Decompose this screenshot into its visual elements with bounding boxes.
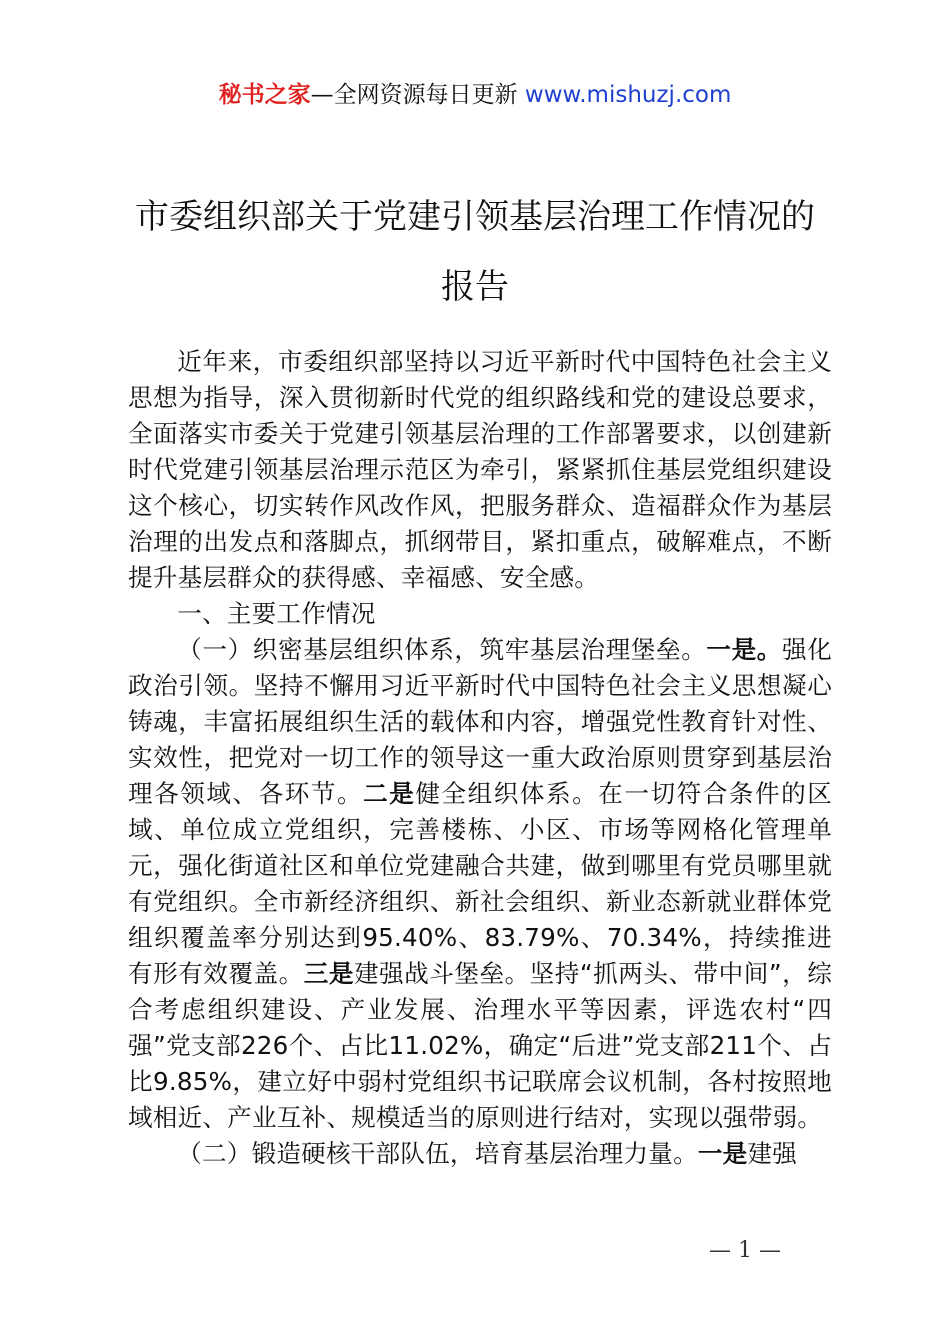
intro-paragraph: 近年来，市委组织部坚持以习近平新时代中国特色社会主义思想为指导，深入贯彻新时代党的组织路线和党的建设总要求，全面落实市委关于党建引领基层治理的工作部署要求，以创建新时代党建引领基层治理示范区为牵引，紧紧抓住基层党组织建设这个核心，切实转作风改作风，把服务群众、造福群众作为基层治理的出发点和落脚点，抓纲带目，紧扣重点，破解难点，不断提升基层群众的获得感、幸福感、安全感。 (128, 347, 832, 592)
point-text-3: 建强战斗堡垒。坚持“抓两头、带中间”，综合考虑组织建设、产业发展、治理水平等因素，评选农村“四强”党支部226个、占比11.02%，确定“后进”党支部211个、占比9.85%，建立好中弱村党组织书记联席会议机制，各村按照地域相近、产业互补、规模适当的原则进行结对，实现以强带弱。 (128, 959, 833, 1132)
paragraph-one (128, 632, 832, 1136)
paragraph-two (128, 1136, 832, 1172)
banner-url[interactable]: www.mishuzj.com (524, 82, 732, 108)
point-marker-3: 三是 (303, 959, 354, 988)
site-banner (0, 80, 950, 110)
document-body (128, 344, 832, 1172)
banner-slogan: —全网资源每日更新 (310, 82, 518, 108)
point-text-2: 健全组织体系。在一切符合条件的区域、单位成立党组织，完善楼栋、小区、市场等网格化管理单元，强化街道社区和单位党建融合共建，做到哪里有党员哪里就有党组织。全市新经济组织、新社会组织、新业态新就业群体党组织覆盖率分别达到95.40%、83.79%、70.34%，持续推进有形有效覆盖。 (128, 779, 832, 988)
point-marker-4: 一是 (697, 1139, 748, 1168)
banner-brand: 秘书之家 (218, 82, 311, 108)
point-text-1: 强化政治引领。坚持不懈用习近平新时代中国特色社会主义思想凝心铸魂，丰富拓展组织生活的载体和内容，增强党性教育针对性、实效性，把党对一切工作的领导这一重大政治原则贯穿到基层治理各领域、各环节。 (128, 635, 832, 808)
document-title: 市委组织部关于党建引领基层治理工作情况的报告 (135, 197, 815, 307)
page-number: — 1 — (709, 1238, 781, 1263)
paragraph-two-lead: （二）锻造硬核干部队伍，培育基层治理力量。 (177, 1139, 698, 1168)
point-marker-1: 一是。 (706, 635, 782, 664)
paragraph-one-lead: （一）织密基层组织体系，筑牢基层治理堡垒。 (177, 635, 707, 664)
point-text-4: 建强 (747, 1139, 798, 1168)
section-heading: 一、主要工作情况 (177, 599, 376, 628)
point-marker-2: 二是 (363, 779, 416, 808)
